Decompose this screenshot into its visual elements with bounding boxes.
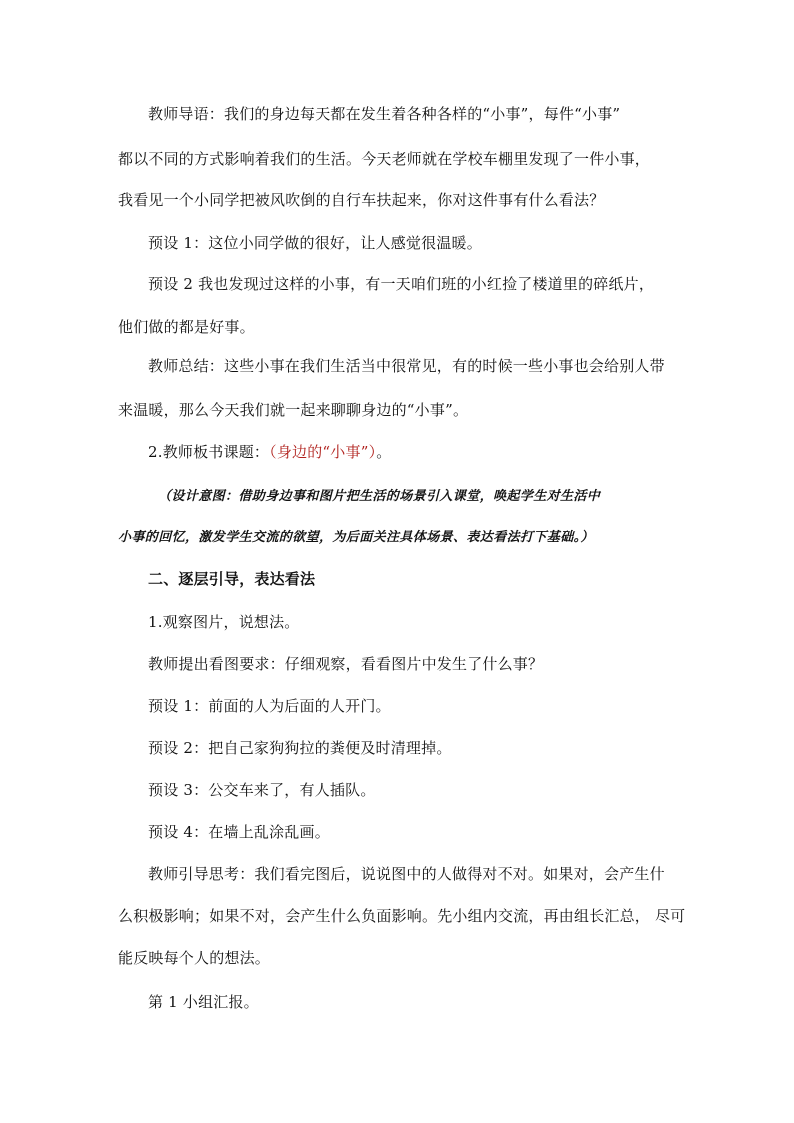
board-title-prefix: 2.教师板书课题： xyxy=(148,443,270,461)
picture-preset-1: 预设 1：前面的人为后面的人开门。 xyxy=(148,697,391,715)
picture-preset-3: 预设 3：公交车来了，有人插队。 xyxy=(148,781,376,799)
teacher-intro-line-1: 教师导语：我们的身边每天都在发生着各种各样的“小事”，每件“小事” xyxy=(148,105,621,123)
teacher-intro-line-3: 我看见一个小同学把被风吹倒的自行车扶起来，你对这件事有什么看法？ xyxy=(118,191,605,209)
teacher-summary-line-2: 来温暖，那么今天我们就一起来聊聊身边的“小事”。 xyxy=(118,401,469,419)
teacher-guide-line-2: 么积极影响；如果不对，会产生什么负面影响。先小组内交流，再由组长汇总， 尽可 xyxy=(118,907,686,925)
teacher-guide-line-1: 教师引导思考：我们看完图后，说说图中的人做得对不对。如果对，会产生什 xyxy=(148,865,665,883)
board-title: （身边的“小事”） xyxy=(269,443,377,461)
preset-2-line-2: 他们做的都是好事。 xyxy=(118,318,255,336)
picture-preset-2: 预设 2：把自己家狗狗拉的粪便及时清理掉。 xyxy=(148,739,452,757)
board-title-suffix: 。 xyxy=(376,443,392,461)
teacher-summary-line-1: 教师总结：这些小事在我们生活当中很常见，有的时候一些小事也会给别人带 xyxy=(148,357,665,375)
section-2-heading: 二、逐层引导，表达看法 xyxy=(148,570,316,588)
picture-preset-4: 预设 4：在墙上乱涂乱画。 xyxy=(148,823,330,841)
design-intent-line-1: （设计意图：借助身边事和图片把生活的场景引入课堂，唤起学生对生活中 xyxy=(158,489,601,504)
picture-requirement: 教师提出看图要求：仔细观察，看看图片中发生了什么事？ xyxy=(148,655,544,673)
board-title-line xyxy=(148,442,708,462)
design-intent-line-2: 小事的回忆，激发学生交流的欲望，为后面关注具体场景、表达看法打下基础。） xyxy=(118,530,594,545)
preset-1: 预设 1：这位小同学做的很好，让人感觉很温暖。 xyxy=(148,234,482,252)
teacher-guide-line-3: 能反映每个人的想法。 xyxy=(118,949,271,967)
step-1: 1.观察图片，说想法。 xyxy=(148,613,300,631)
group-1-report: 第 1 小组汇报。 xyxy=(148,993,259,1011)
preset-2-line-1: 预设 2 我也发现过这样的小事，有一天咱们班的小红捡了楼道里的碎纸片， xyxy=(148,275,655,293)
teacher-intro-line-2: 都以不同的方式影响着我们的生活。今天老师就在学校车棚里发现了一件小事， xyxy=(118,150,651,168)
